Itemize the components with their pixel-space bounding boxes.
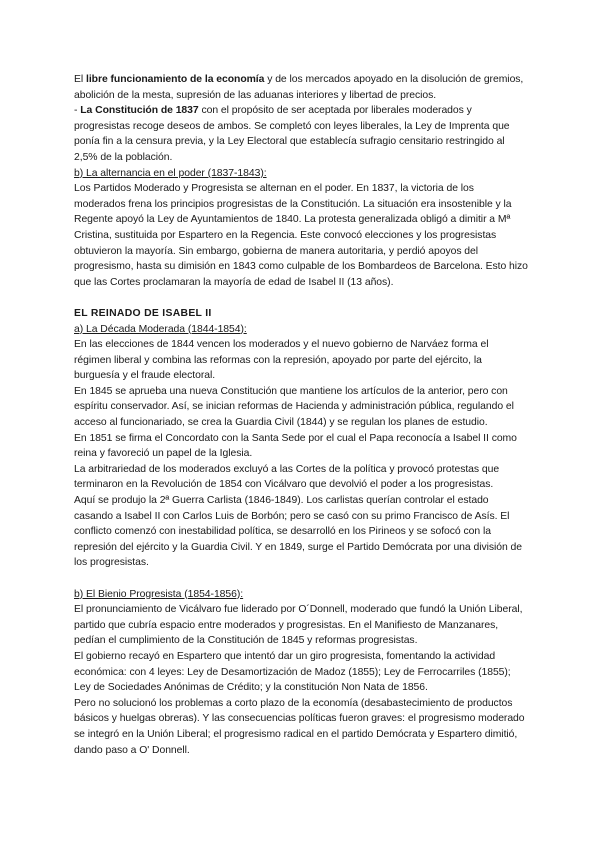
section-title-alternancia: b) La alternancia en el poder (1837-1843): bbox=[74, 167, 267, 179]
paragraph-bienio-3: Pero no solucionó los problemas a corto plazo de la economía (desabastecimiento de productos básicos y huelgas obreras). Y las consecuencias políticas fueron graves: el progresismo moderado se integró en la Unión Liberal; el progresismo radical en el partido Demócrata y Espartero dimitió, dando paso a O' Donnell. bbox=[74, 697, 525, 756]
paragraph-alternancia: Los Partidos Moderado y Progresista se alternan en el poder. En 1837, la victoria de los moderados frena los principios progresistas de la Constitución. La situación era insostenible y la Regente apoyó la Ley de Ayuntamientos de 1840. La protesta generalizada obligó a dimitir a Mª Cristina, sustituida por Espartero en la Regencia. Este convocó elecciones y los progresistas obtuvieron la mayoría. Sin embargo, gobierna de manera autoritaria, y perdió apoyos del progresismo, hasta su dimisión en 1843 como culpable de los Bombardeos de Barcelona. Esto hizo que las Cortes proclamaran la mayoría de edad de Isabel II (13 años). bbox=[74, 183, 528, 288]
paragraph-bienio-1: El pronunciamiento de Vicálvaro fue liderado por O´Donnell, moderado que fundó la Unión Liberal, partido que cubría espacio entre moderados y progresistas. En el Manifiesto de Manzanares, pedían el cumplimiento de la Constitución de 1845 y reformas progresistas. bbox=[74, 604, 523, 647]
intro-paragraph-constitucion-1837: - La Constitución de 1837 con el propósito de ser aceptada por liberales moderados y progresistas recoge deseos de ambos. Se completó con leyes liberales, la Ley de Imprenta que ponía fin a la censura previa, y la Ley Electoral que establecía sufragio censitario restringido al 2,5% de la población. bbox=[74, 105, 510, 163]
section-title-decada-moderada: a) La Década Moderada (1844-1854): bbox=[74, 323, 247, 335]
bold-libre-funcionamiento: libre funcionamiento de la economía bbox=[85, 74, 265, 85]
section-title-bienio-progresista: b) El Bienio Progresista (1854-1856): bbox=[74, 588, 244, 600]
paragraph-decada-3: En 1851 se firma el Concordato con la Santa Sede por el cual el Papa reconocía a Isabel II como reina y favoreció un papel de la Iglesia. bbox=[74, 432, 517, 460]
document-body bbox=[74, 72, 528, 758]
paragraph-decada-1: En las elecciones de 1844 vencen los moderados y el nuevo gobierno de Narváez forma el régimen liberal y combina las reformas con la represión, apoyado por parte del ejército, la burguesía y el fraude electoral. bbox=[74, 339, 489, 382]
paragraph-decada-4: La arbitrariedad de los moderados excluyó a las Cortes de la política y provocó protestas que terminaron en la Revolución de 1854 con Vicálvaro que devolvió el poder a los progresistas. bbox=[74, 463, 500, 491]
paragraph-decada-5: Aquí se produjo la 2ª Guerra Carlista (1846-1849). Los carlistas querían controlar el estado casando a Isabel II con Carlos Luis de Borbón; pero se casó con su primo Francisco de Asís. El conflicto comenzó con inestabilidad política, se desarrolló en los Pirineos y se sofocó con la represión del ejército y la Guardia Civil. Y en 1849, surge el Partido Demócrata por una división de los progresistas. bbox=[74, 495, 523, 569]
spacer bbox=[74, 290, 528, 306]
paragraph-bienio-2: El gobierno recayó en Espartero que intentó dar un giro progresista, fomentando la actividad económica: con 4 leyes: Ley de Desamortización de Madoz (1855); Ley de Ferrocarriles (1855); Ley de Sociedades Anónimas de Crédito; y la constitución Non Nata de 1856. bbox=[74, 650, 511, 694]
heading-reinado-isabel-ii: EL REINADO DE ISABEL II bbox=[74, 307, 212, 319]
spacer bbox=[74, 571, 528, 587]
paragraph-decada-2: En 1845 se aprueba una nueva Constitución que mantiene los artículos de la anterior, pero con espíritu conservador. Así, se inician reformas de Hacienda y administración pública, regulando el acceso al funcionariado, se crea la Guardia Civil (1844) y se regulan los planes de estudio. bbox=[74, 385, 514, 429]
intro-paragraph-economia: El libre funcionamiento de la economía y de los mercados apoyado en la disolución de gremios, abolición de la mesta, supresión de las aduanas interiores y libertad de precios. bbox=[74, 74, 524, 101]
bold-constitucion-1837: La Constitución de 1837 bbox=[80, 105, 199, 117]
